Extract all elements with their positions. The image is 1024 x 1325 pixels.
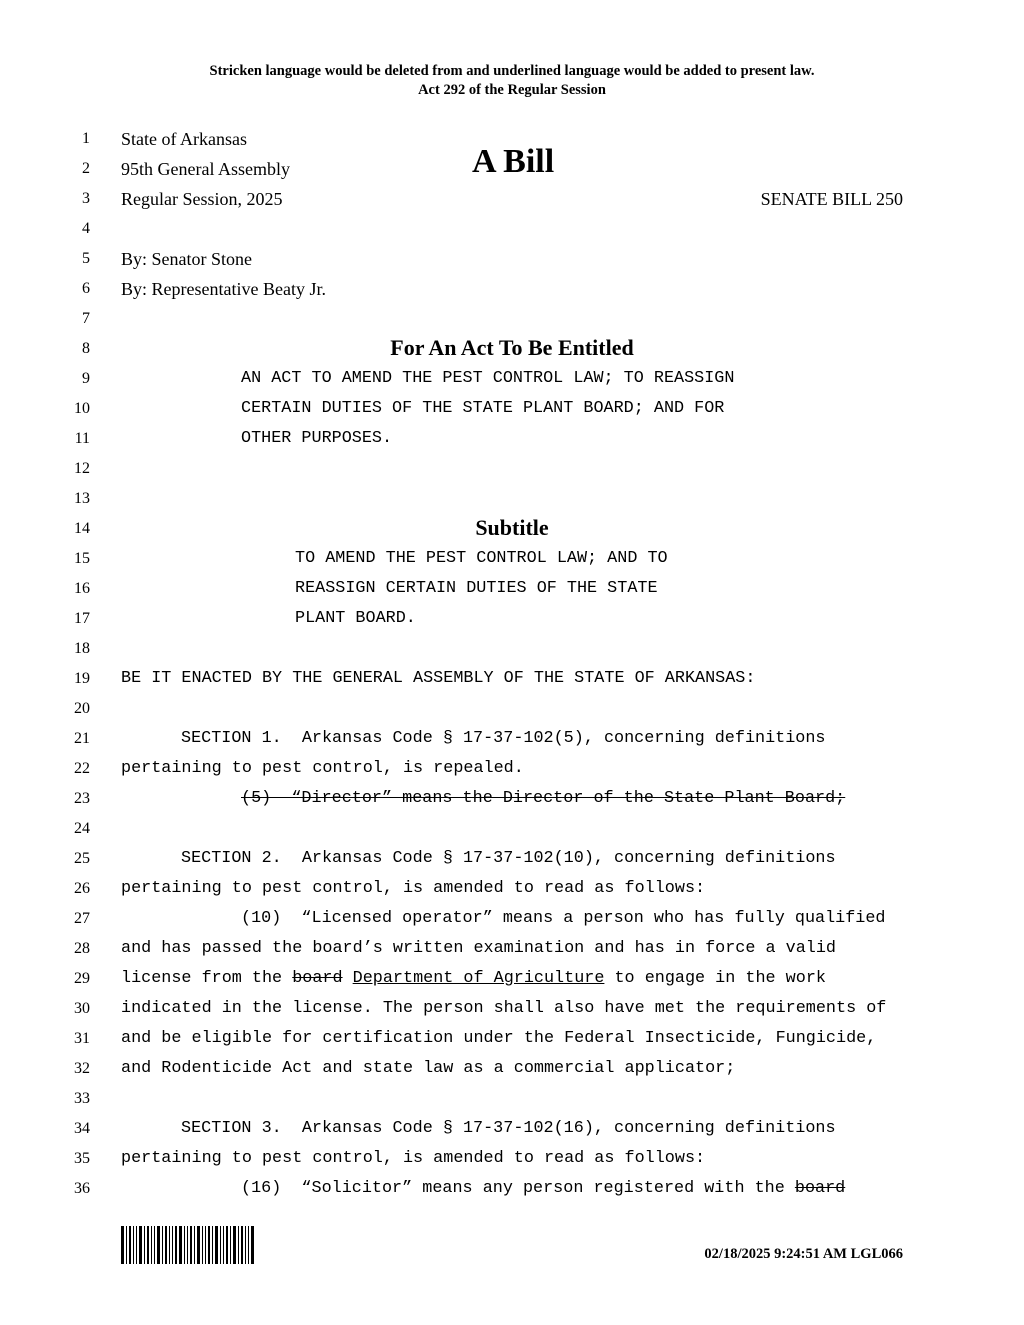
subtitle-line: PLANT BOARD. bbox=[295, 609, 416, 628]
section-1-stricken-definition: (5) “Director” means the Director of the State Plant Board; bbox=[241, 789, 846, 808]
section-2-text: pertaining to pest control, is amended to read as follows: bbox=[121, 879, 706, 898]
subtitle-line: TO AMEND THE PEST CONTROL LAW; AND TO bbox=[295, 549, 668, 568]
section-2-text: and Rodenticide Act and state law as a commercial applicator; bbox=[121, 1059, 736, 1078]
document-type: A Bill bbox=[472, 143, 555, 180]
line-number: 1 bbox=[82, 130, 90, 147]
section-3-heading: SECTION 3. Arkansas Code § 17-37-102(16), concerning definitions bbox=[181, 1119, 836, 1138]
line-number: 27 bbox=[74, 910, 90, 927]
line-number: 21 bbox=[74, 730, 90, 747]
line-number: 8 bbox=[82, 340, 90, 357]
act-title-line: OTHER PURPOSES. bbox=[241, 429, 393, 448]
senate-sponsor: By: Senator Stone bbox=[121, 249, 252, 269]
subtitle-heading: Subtitle bbox=[475, 515, 549, 540]
line-number: 9 bbox=[82, 370, 90, 387]
line-number: 11 bbox=[74, 430, 90, 447]
section-2-text: and has passed the board’s written examination and has in force a valid bbox=[121, 939, 836, 958]
line-number: 5 bbox=[82, 250, 90, 267]
line-number: 24 bbox=[74, 820, 90, 837]
text-segment bbox=[343, 969, 353, 988]
stricken-text: board bbox=[794, 1179, 846, 1198]
section-2-text: indicated in the license. The person shall also have met the requirements of bbox=[121, 999, 887, 1018]
stricken-text: board bbox=[292, 969, 343, 988]
line-number: 31 bbox=[74, 1030, 90, 1047]
line-number: 16 bbox=[74, 580, 90, 597]
bill-number: SENATE BILL 250 bbox=[760, 189, 903, 209]
line-number: 36 bbox=[74, 1180, 90, 1197]
line-number: 28 bbox=[74, 940, 90, 957]
line-number: 32 bbox=[74, 1060, 90, 1077]
line-number: 22 bbox=[74, 760, 90, 777]
text-segment: to engage in the work bbox=[604, 969, 826, 988]
line-number: 35 bbox=[74, 1150, 90, 1167]
line-number: 10 bbox=[74, 400, 90, 417]
amendment-notice: Stricken language would be deleted from and underlined language would be added to present law. bbox=[209, 63, 815, 79]
act-title-line: CERTAIN DUTIES OF THE STATE PLANT BOARD; AND FOR bbox=[241, 399, 725, 418]
entitled-heading: For An Act To Be Entitled bbox=[390, 335, 634, 360]
section-2-text: (10) “Licensed operator” means a person who has fully qualified bbox=[241, 909, 886, 928]
state-name: State of Arkansas bbox=[121, 129, 247, 149]
general-assembly: 95th General Assembly bbox=[121, 159, 290, 179]
act-number: Act 292 of the Regular Session bbox=[418, 82, 606, 98]
line-number: 6 bbox=[82, 280, 90, 297]
section-3-text: pertaining to pest control, is amended to read as follows: bbox=[121, 1149, 706, 1168]
line-number: 26 bbox=[74, 880, 90, 897]
line-number: 15 bbox=[74, 550, 90, 567]
subtitle-line: REASSIGN CERTAIN DUTIES OF THE STATE bbox=[295, 579, 658, 598]
line-number: 17 bbox=[74, 610, 90, 627]
section-2-amended-line bbox=[121, 969, 826, 989]
session: Regular Session, 2025 bbox=[121, 189, 283, 209]
line-number: 34 bbox=[74, 1120, 90, 1137]
document-timestamp: 02/18/2025 9:24:51 AM LGL066 bbox=[704, 1246, 903, 1262]
section-3-amended-line bbox=[241, 1179, 845, 1199]
act-title-line: AN ACT TO AMEND THE PEST CONTROL LAW; TO REASSIGN bbox=[241, 369, 735, 388]
enacting-clause: BE IT ENACTED BY THE GENERAL ASSEMBLY OF THE STATE OF ARKANSAS: bbox=[121, 669, 756, 688]
line-number: 23 bbox=[74, 790, 90, 807]
barcode bbox=[121, 1226, 256, 1264]
line-number: 30 bbox=[74, 1000, 90, 1017]
text-segment: (16) “Solicitor” means any person registered with the bbox=[241, 1179, 795, 1198]
section-2-text: and be eligible for certification under the Federal Insecticide, Fungicide, bbox=[121, 1029, 877, 1048]
line-number: 33 bbox=[74, 1090, 90, 1107]
line-number: 7 bbox=[82, 310, 90, 327]
line-number: 20 bbox=[74, 700, 90, 717]
line-number: 29 bbox=[74, 970, 90, 987]
line-number: 19 bbox=[74, 670, 90, 687]
line-number: 3 bbox=[82, 190, 90, 207]
text-segment: license from the bbox=[121, 969, 293, 988]
line-number: 25 bbox=[74, 850, 90, 867]
section-1-heading: SECTION 1. Arkansas Code § 17-37-102(5), concerning definitions bbox=[181, 729, 826, 748]
line-number: 4 bbox=[82, 220, 90, 237]
section-1-text: pertaining to pest control, is repealed. bbox=[121, 759, 524, 778]
line-number: 12 bbox=[74, 460, 90, 477]
section-2-heading: SECTION 2. Arkansas Code § 17-37-102(10), concerning definitions bbox=[181, 849, 836, 868]
line-number: 13 bbox=[74, 490, 90, 507]
line-number: 18 bbox=[74, 640, 90, 657]
house-sponsor: By: Representative Beaty Jr. bbox=[121, 279, 326, 299]
line-number: 14 bbox=[74, 520, 90, 537]
added-text: Department of Agriculture bbox=[352, 969, 605, 988]
line-number: 2 bbox=[82, 160, 90, 177]
